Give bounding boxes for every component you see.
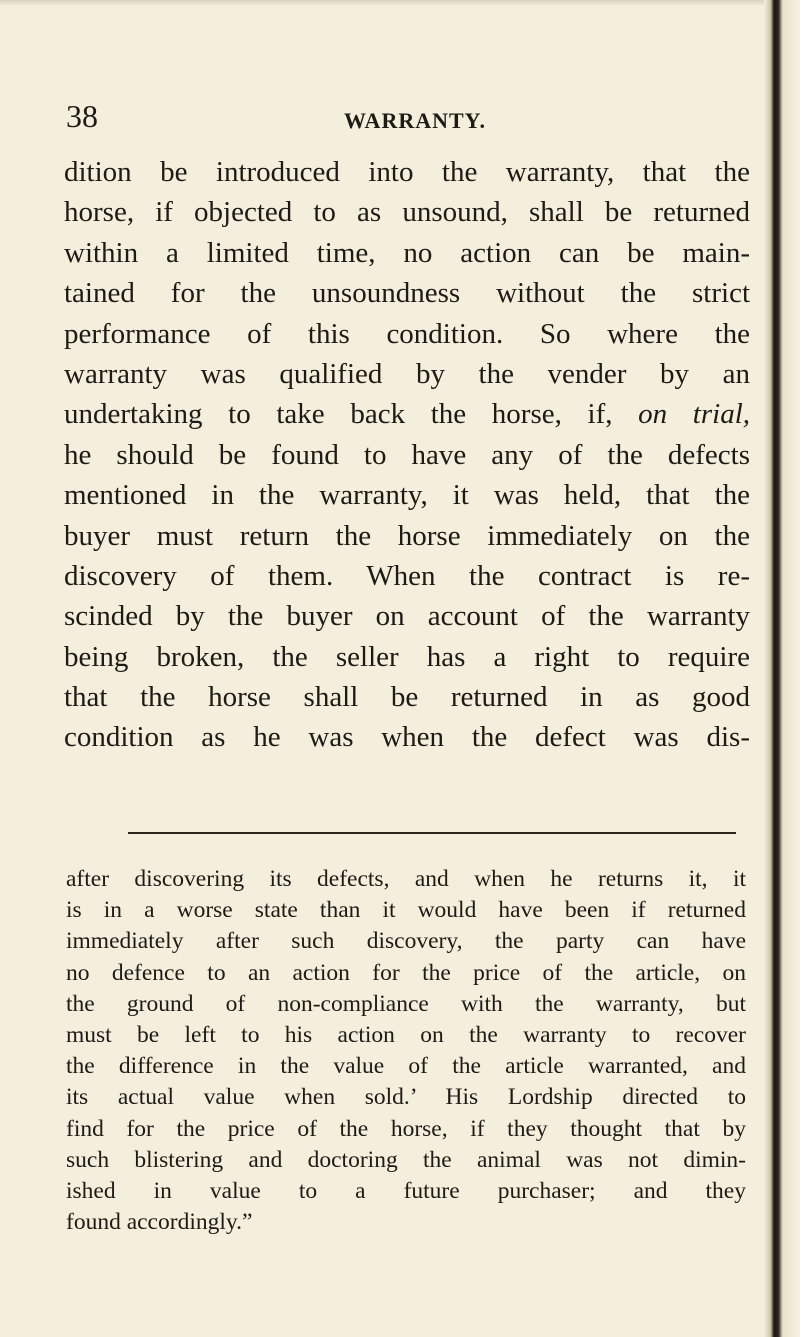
footnote-line: found accordingly.” <box>66 1209 253 1236</box>
footnote-line: the difference in the value of the article warranted, and <box>66 1053 746 1080</box>
text-line <box>64 394 750 434</box>
text-line: within a limited time, no action can be main- <box>64 236 750 269</box>
footnote-line: the ground of non-compliance with the warranty, but <box>66 990 746 1017</box>
footnote-text <box>66 864 746 1238</box>
text-line: mentioned in the warranty, it was held, that the <box>64 479 750 512</box>
text-line: he should be found to have any of the defects <box>64 438 750 471</box>
text-segment: undertaking to take back the horse, if, <box>64 398 639 431</box>
main-text <box>64 152 750 758</box>
text-line: performance of this condition. So where the <box>64 317 750 350</box>
page-number: 38 <box>66 98 98 134</box>
page-top-edge <box>0 0 800 6</box>
footnote-line: no defence to an action for the price of the article, on <box>66 959 746 986</box>
text-line: being broken, the seller has a right to require <box>64 640 750 673</box>
text-line: horse, if objected to as unsound, shall be returned <box>64 196 750 229</box>
italic-text: on trial, <box>638 398 750 431</box>
page-header <box>66 98 686 138</box>
footnote-line: its actual value when sold.’ His Lordship directed to <box>66 1084 746 1111</box>
footnote-line: such blistering and doctoring the animal was not dimin- <box>66 1146 746 1173</box>
footnote-line: must be left to his action on the warranty to recover <box>66 1021 746 1048</box>
text-line: that the horse shall be returned in as good <box>64 681 750 714</box>
footnote-line: find for the price of the horse, if they thought that by <box>66 1115 746 1142</box>
text-line: dition be introduced into the warranty, that the <box>64 156 750 188</box>
running-title: WARRANTY. <box>344 108 487 133</box>
text-line: tained for the unsoundness without the strict <box>64 277 750 310</box>
text-line: warranty was qualified by the vender by an <box>64 357 750 390</box>
text-line: scinded by the buyer on account of the warranty <box>64 600 750 633</box>
footnote-line: after discovering its defects, and when he returns it, it <box>66 866 746 892</box>
text-line: discovery of them. When the contract is re- <box>64 559 750 592</box>
footnote-line: immediately after such discovery, the party can have <box>66 928 746 955</box>
book-spine-edge <box>764 0 800 1337</box>
text-line: buyer must return the horse immediately on the <box>64 519 750 552</box>
footnote-line: ished in value to a future purchaser; and they <box>66 1177 746 1204</box>
footnote-line: is in a worse state than it would have been if returned <box>66 897 746 924</box>
text-line: condition as he was when the defect was dis- <box>64 721 750 754</box>
footnote-divider <box>128 832 736 834</box>
